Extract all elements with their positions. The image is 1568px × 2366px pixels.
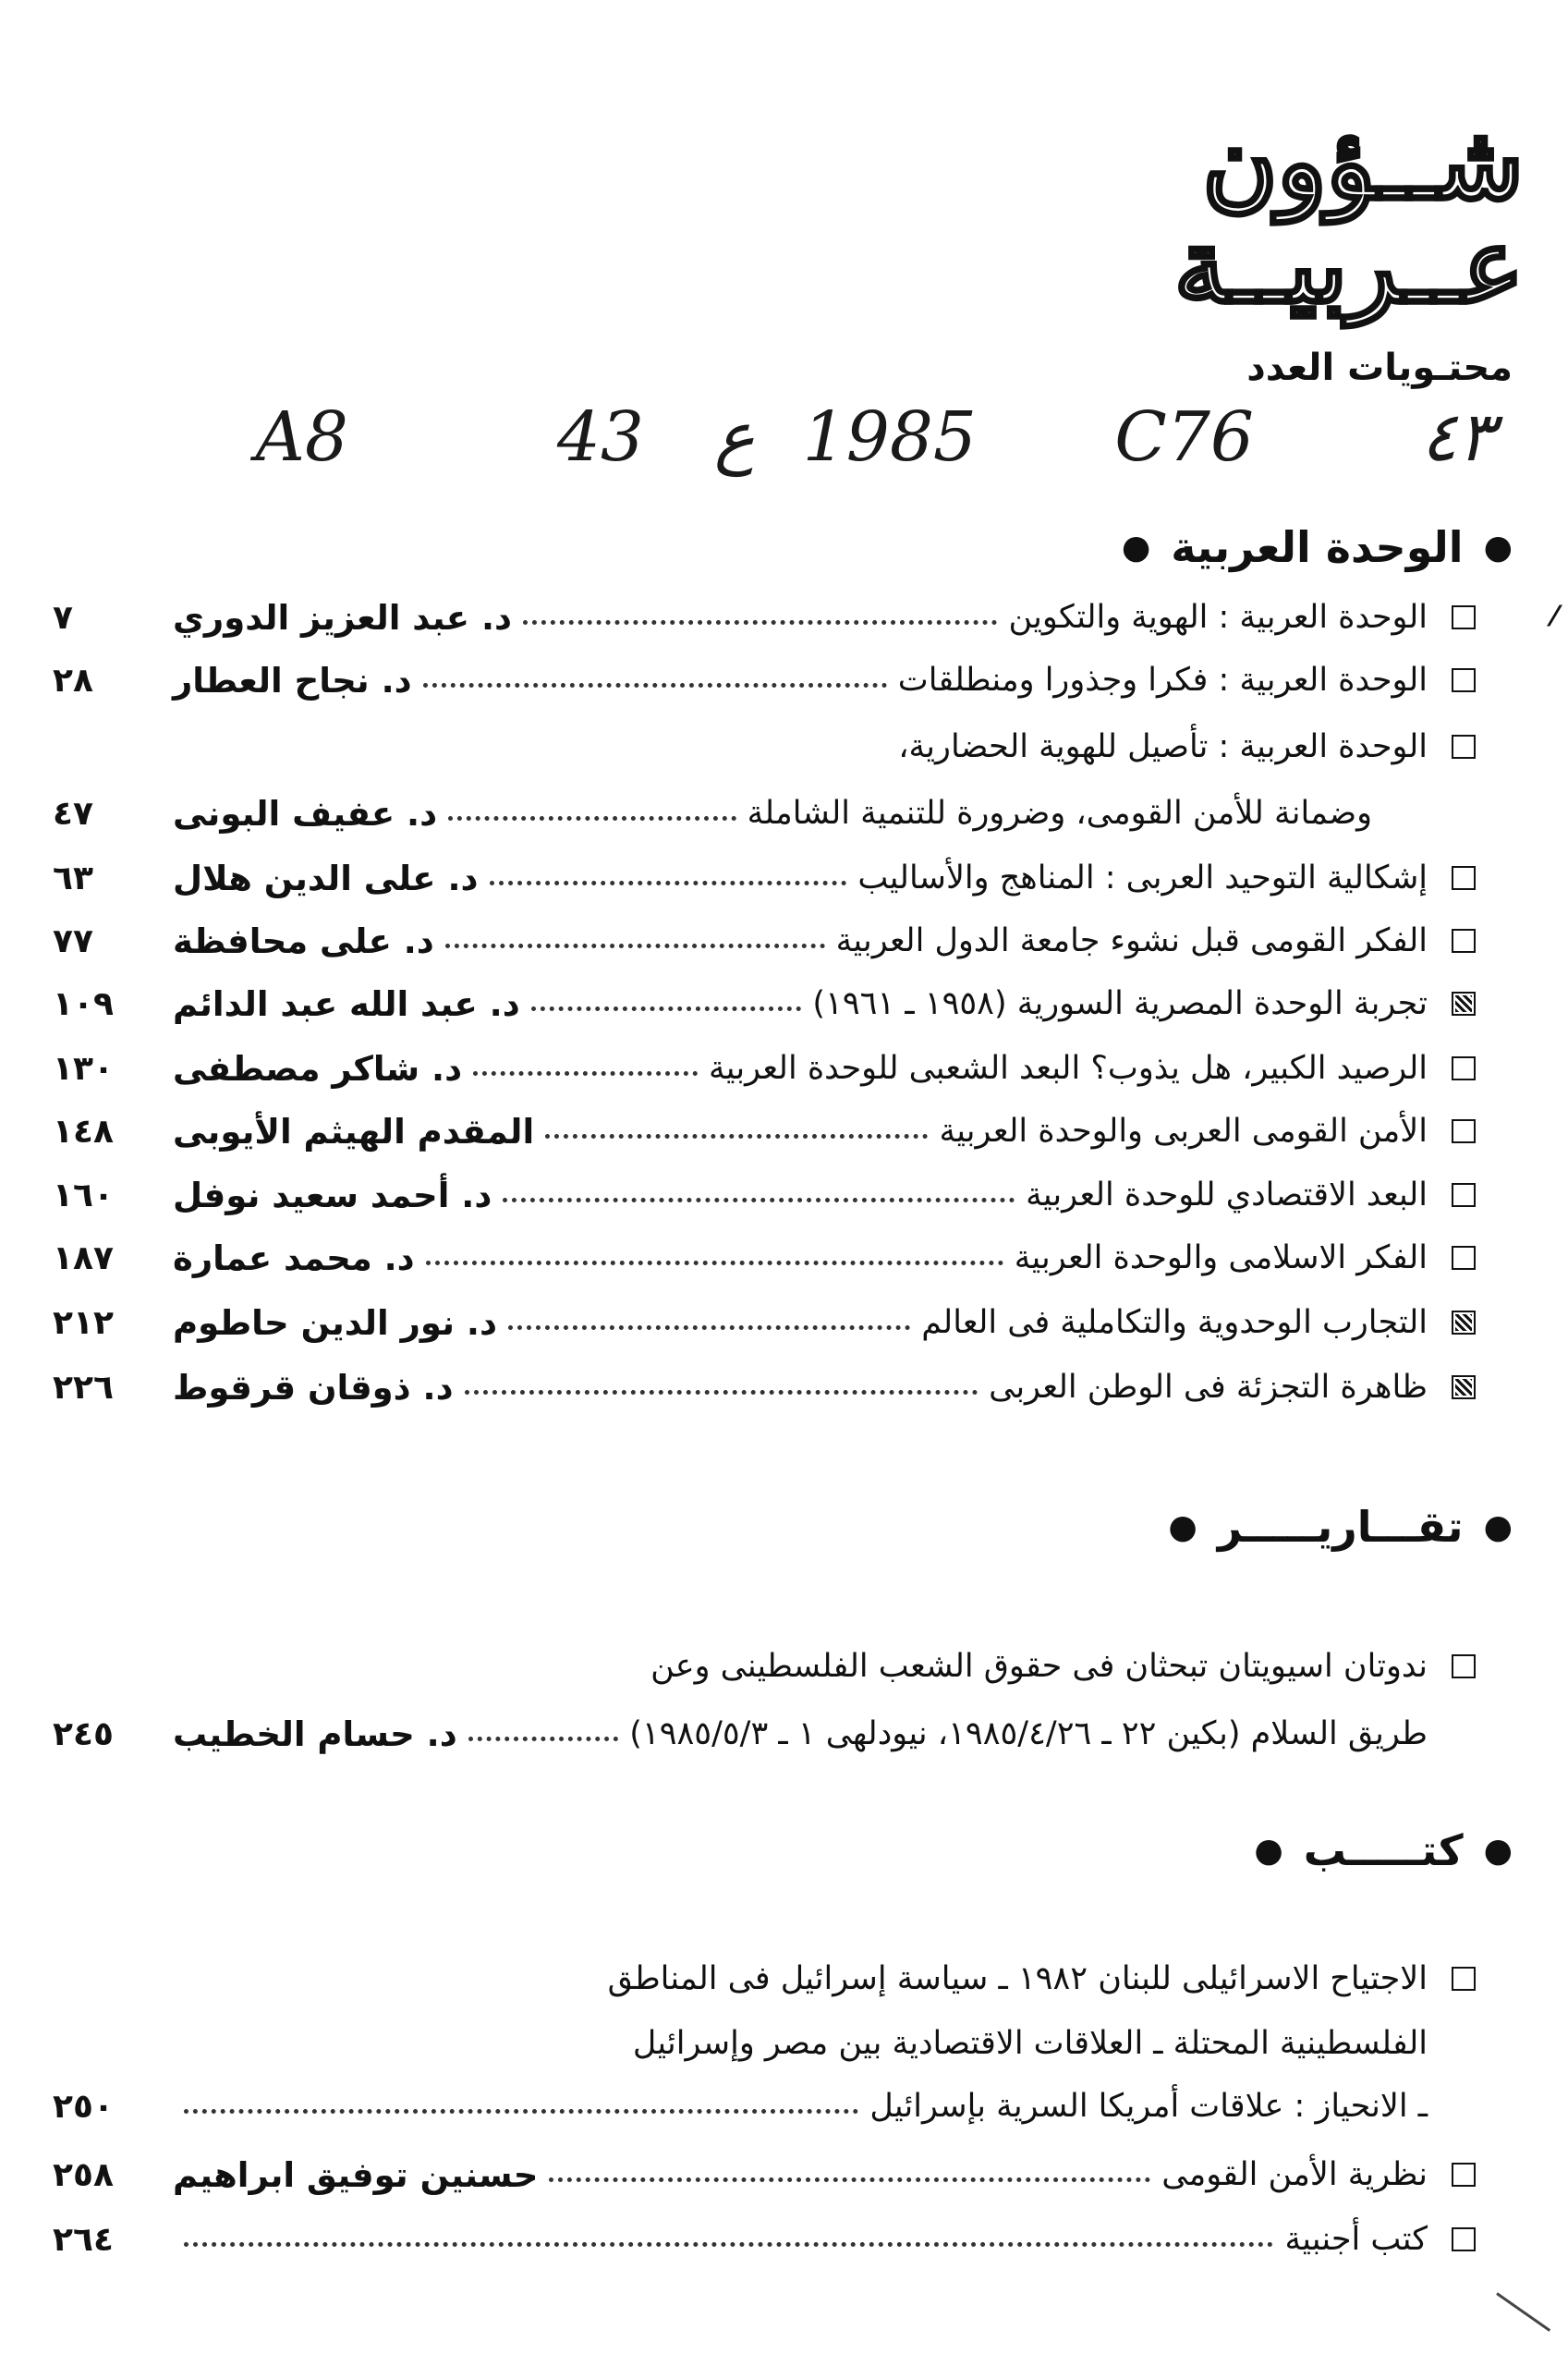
- entry-page: ١٣٠: [53, 1049, 114, 1088]
- toc-entry-continuation: [53, 2076, 1513, 2137]
- entry-title: كتب أجنبية: [1284, 2221, 1428, 2258]
- masthead-line2: عــربيــة: [1173, 206, 1524, 326]
- entry-page: ٢٥٠: [53, 2087, 114, 2126]
- dot-leader: [445, 944, 825, 948]
- toc-entry-continuation: [53, 2013, 1513, 2074]
- masthead-logo: [1173, 103, 1524, 326]
- entry-page: ١٠٩: [53, 984, 114, 1023]
- entry-author: د. نور الدين حاطوم: [173, 1302, 497, 1343]
- margin-mark: ⁄: [1551, 601, 1557, 633]
- handwritten-num: 43: [556, 397, 644, 477]
- checkbox-icon[interactable]: [1452, 1246, 1476, 1270]
- dot-leader: [503, 1198, 1015, 1202]
- entry-author: د. عبد الله عبد الدائم: [173, 983, 520, 1024]
- dot-leader: [531, 1006, 802, 1011]
- entry-page: ٢٦٤: [53, 2220, 114, 2259]
- entry-page: ٢٥٨: [53, 2155, 114, 2194]
- dot-leader: [423, 683, 887, 688]
- section-reports-header: [1168, 1502, 1513, 1552]
- entry-author: حسنين توفيق ابراهيم: [173, 2154, 539, 2195]
- masthead-line1: شــؤون: [1202, 103, 1524, 222]
- checkbox-icon[interactable]: [1452, 1056, 1476, 1080]
- toc-entry[interactable]: [53, 1165, 1513, 1226]
- checkbox-checked-icon[interactable]: [1452, 1311, 1476, 1335]
- contents-title: محتـويات العدد: [1246, 347, 1513, 389]
- dot-leader: [490, 881, 847, 885]
- entry-page: ٢١٢: [53, 1303, 114, 1342]
- dot-leader: [448, 816, 736, 821]
- dot-leader: [549, 2177, 1150, 2182]
- dot-leader: [184, 2242, 1273, 2247]
- dot-leader: [523, 620, 998, 625]
- toc-entry[interactable]: [53, 716, 1513, 777]
- entry-title: الأمن القومى العربى والوحدة العربية: [939, 1113, 1428, 1150]
- entry-author: د. على محافظة: [173, 921, 434, 961]
- entry-title: ندوتان اسيويتان تبحثان فى حقوق الشعب الفلسطينى وعن: [650, 1648, 1428, 1685]
- entry-author: د. على الدين هلال: [173, 858, 479, 898]
- entry-title: البعد الاقتصادي للوحدة العربية: [1026, 1177, 1428, 1213]
- bullet-icon: ●: [1483, 1831, 1513, 1870]
- checkbox-icon[interactable]: [1452, 1183, 1476, 1207]
- checkbox-icon[interactable]: [1452, 668, 1476, 692]
- entry-title: الوحدة العربية : الهوية والتكوين: [1008, 599, 1428, 636]
- entry-title: الوحدة العربية : تأصيل للهوية الحضارية،: [898, 728, 1428, 765]
- entry-author: د. عفيف البونى: [173, 793, 438, 834]
- toc-entry[interactable]: [53, 1357, 1513, 1418]
- entry-page: ١٤٨: [53, 1112, 114, 1151]
- handwritten-annotation: [0, 397, 1568, 499]
- entry-page: ١٨٧: [53, 1238, 114, 1277]
- toc-entry[interactable]: [53, 973, 1513, 1034]
- entry-title: الفكر القومى قبل نشوء جامعة الدول العربية: [835, 922, 1428, 959]
- section-books-header: [1254, 1825, 1513, 1875]
- bullet-icon: ●: [1254, 1831, 1283, 1870]
- entry-page: ١٦٠: [53, 1176, 114, 1214]
- checkbox-icon[interactable]: [1452, 735, 1476, 759]
- checkbox-icon[interactable]: [1452, 2227, 1476, 2251]
- entry-author: د. عبد العزيز الدوري: [173, 597, 512, 638]
- entry-title: التجارب الوحدوية والتكاملية فى العالم: [921, 1304, 1428, 1341]
- entry-author: د. ذوقان قرقوط: [173, 1367, 454, 1408]
- toc-entry[interactable]: [53, 2209, 1513, 2270]
- checkbox-spacer: [1452, 2031, 1476, 2055]
- checkbox-icon[interactable]: [1452, 1967, 1476, 1991]
- toc-entry[interactable]: [53, 1292, 1513, 1353]
- entry-page: ٧: [53, 598, 73, 637]
- dot-leader: [508, 1325, 910, 1330]
- entry-title: ظاهرة التجزئة فى الوطن العربى: [989, 1369, 1428, 1406]
- entry-title: الرصيد الكبير، هل يذوب؟ البعد الشعبى للوحدة العربية: [709, 1050, 1428, 1087]
- dot-leader: [545, 1134, 928, 1139]
- toc-entry[interactable]: [53, 1948, 1513, 2009]
- toc-entry[interactable]: [53, 587, 1513, 648]
- entry-page: ٢٨: [53, 661, 93, 700]
- checkbox-icon[interactable]: [1452, 605, 1476, 629]
- toc-entry[interactable]: [53, 1636, 1513, 1697]
- entry-title: إشكالية التوحيد العربى : المناهج والأساليب: [857, 860, 1428, 896]
- handwritten-year: 1985: [802, 397, 977, 477]
- section-unity-header: [1122, 522, 1513, 572]
- entry-page: ٤٧: [53, 794, 93, 833]
- entry-author: د. محمد عمارة: [173, 1238, 415, 1278]
- entry-page: ٢٤٥: [53, 1714, 114, 1753]
- dot-leader: [465, 1390, 978, 1395]
- section-books-title: كتـــــب: [1303, 1825, 1464, 1875]
- scan-pen-mark: [1496, 2292, 1550, 2332]
- toc-entry[interactable]: [53, 1227, 1513, 1288]
- checkbox-spacer: [1452, 801, 1476, 825]
- section-reports-title: تقـــاريـــــر: [1217, 1502, 1464, 1552]
- checkbox-icon[interactable]: [1452, 1119, 1476, 1143]
- handwritten-issue: ٤٣: [1420, 397, 1494, 477]
- bullet-icon: ●: [1483, 1507, 1513, 1546]
- entry-title: الوحدة العربية : فكرا وجذورا ومنطلقات: [897, 662, 1428, 699]
- bullet-icon: ●: [1483, 528, 1513, 567]
- entry-title: وضمانة للأمن القومى، وضرورة للتنمية الشاملة: [747, 795, 1372, 832]
- toc-entry[interactable]: [53, 2144, 1513, 2205]
- checkbox-icon[interactable]: [1452, 929, 1476, 953]
- entry-author: د. أحمد سعيد نوفل: [173, 1175, 492, 1215]
- checkbox-icon[interactable]: [1452, 866, 1476, 890]
- dot-leader: [426, 1261, 1003, 1265]
- entry-title: تجربة الوحدة المصرية السورية (١٩٥٨ ـ ١٩٦١): [812, 985, 1428, 1022]
- toc-entry-continuation: [53, 1703, 1513, 1764]
- toc-entry[interactable]: [53, 1038, 1513, 1099]
- handwritten-code: C76: [1114, 397, 1254, 477]
- checkbox-spacer: [1452, 2094, 1476, 2118]
- toc-entry[interactable]: [53, 910, 1513, 971]
- dot-leader: [468, 1737, 619, 1741]
- toc-entry[interactable]: [53, 650, 1513, 711]
- checkbox-icon[interactable]: [1452, 2163, 1476, 2187]
- entry-title: الفكر الاسلامى والوحدة العربية: [1014, 1239, 1428, 1276]
- entry-title: طريق السلام (بكين ٢٢ ـ ١٩٨٥/٤/٢٦، نيودلهى ١ ـ ١٩٨٥/٥/٣): [629, 1715, 1428, 1752]
- bullet-icon: ●: [1121, 528, 1151, 567]
- section-unity-title: الوحدة العربية: [1171, 522, 1464, 572]
- dot-leader: [473, 1071, 698, 1076]
- entry-title: نظرية الأمن القومى: [1161, 2156, 1428, 2193]
- checkbox-spacer: [1452, 1722, 1476, 1746]
- entry-author: المقدم الهيثم الأيوبى: [173, 1111, 535, 1152]
- entry-title: الاجتياح الاسرائيلى للبنان ١٩٨٢ ـ سياسة إسرائيل فى المناطق: [607, 1960, 1428, 1997]
- entry-title: ـ الانحياز : علاقات أمريكا السرية بإسرائيل: [869, 2088, 1428, 2125]
- entry-title: الفلسطينية المحتلة ـ العلاقات الاقتصادية بين مصر وإسرائيل: [632, 2025, 1428, 2062]
- entry-page: ٧٧: [53, 921, 93, 960]
- dot-leader: [184, 2109, 858, 2114]
- entry-author: د. حسام الخطيب: [173, 1714, 457, 1754]
- checkbox-checked-icon[interactable]: [1452, 1375, 1476, 1399]
- toc-entry-continuation: [53, 783, 1513, 844]
- checkbox-checked-icon[interactable]: [1452, 992, 1476, 1016]
- checkbox-icon[interactable]: [1452, 1654, 1476, 1678]
- bullet-icon: ●: [1168, 1507, 1197, 1546]
- handwritten-ayn: ع: [713, 397, 755, 477]
- entry-page: ٦٣: [53, 859, 93, 897]
- toc-entry[interactable]: [53, 848, 1513, 909]
- entry-page: ٢٢٦: [53, 1368, 114, 1407]
- toc-entry[interactable]: [53, 1101, 1513, 1162]
- entry-author: د. شاكر مصطفى: [173, 1048, 463, 1089]
- handwritten-right: A8: [255, 397, 348, 477]
- entry-author: د. نجاح العطار: [173, 660, 412, 701]
